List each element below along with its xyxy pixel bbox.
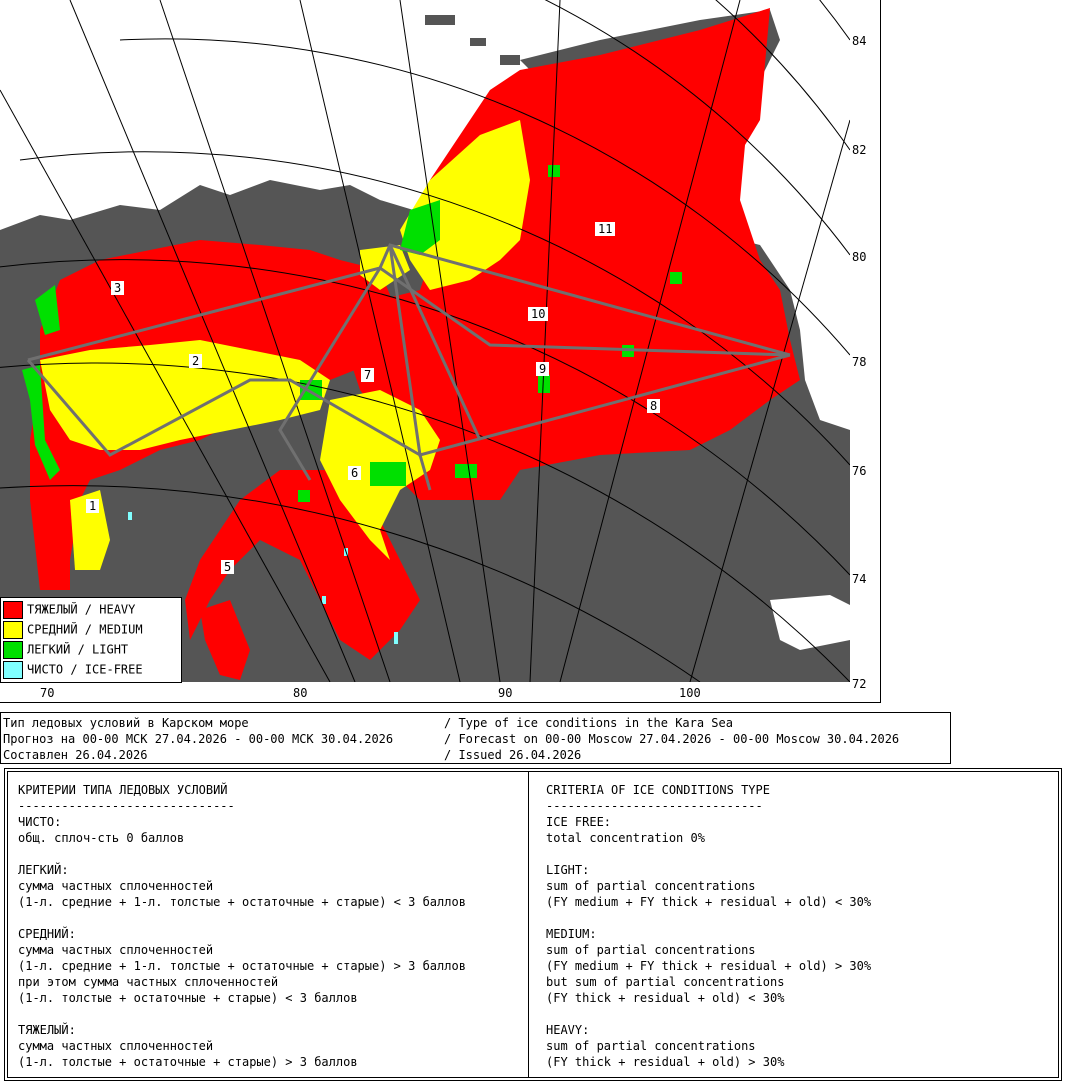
criteria-line: but sum of partial concentrations: [546, 975, 785, 989]
info-title-ru: Тип ледовых условий в Карском море: [3, 716, 249, 730]
info-forecast-ru: Прогноз на 00-00 МСК 27.04.2026 - 00-00 МСК 30.04.2026: [3, 732, 394, 746]
criteria-line: сумма частных сплоченностей: [18, 943, 214, 957]
light-ice-cell: [298, 490, 310, 502]
region-label-3: 3: [111, 281, 124, 295]
region-label-8: 8: [647, 399, 660, 413]
region-label-9: 9: [536, 362, 549, 376]
lat-label-76: 76: [852, 464, 867, 478]
info-title-en: / Type of ice conditions in the Kara Sea: [444, 716, 733, 730]
light-ice-cell: [548, 165, 560, 177]
region-label-2: 2: [189, 354, 202, 368]
criteria-line: HEAVY:: [546, 1023, 590, 1037]
criteria-line: CRITERIA OF ICE CONDITIONS TYPE: [546, 783, 770, 797]
criteria-line: (1-л. средние + 1-л. толстые + остаточные + старые) < 3 баллов: [18, 895, 466, 909]
map-legend: [0, 597, 182, 683]
legend-item-ice-free: [3, 660, 143, 678]
land-islet: [425, 15, 455, 25]
criteria-line: ICE FREE:: [546, 815, 612, 829]
criteria-divider: [528, 772, 529, 1077]
criteria-inner: [7, 771, 1059, 1078]
lat-label-78: 78: [852, 355, 867, 369]
criteria-line: (FY thick + residual + old) < 30%: [546, 991, 785, 1005]
legend-label-light: ЛЕГКИЙ / LIGHT: [27, 642, 129, 657]
land-islet: [470, 38, 486, 46]
criteria-line: СРЕДНИЙ:: [18, 927, 76, 941]
criteria-line: общ. сплоч-сть 0 баллов: [18, 831, 185, 845]
lat-label-72: 72: [852, 677, 867, 691]
light-ice-cell: [370, 462, 406, 486]
criteria-line: ЧИСТО:: [18, 815, 62, 829]
criteria-line: при этом сумма частных сплоченностей: [18, 975, 279, 989]
criteria-line: sum of partial concentrations: [546, 943, 756, 957]
legend-label-heavy: ТЯЖЕЛЫЙ / HEAVY: [27, 602, 136, 617]
light-ice-cell: [538, 375, 550, 393]
legend-item-medium: [3, 620, 143, 638]
criteria-line: sum of partial concentrations: [546, 879, 756, 893]
criteria-line: сумма частных сплоченностей: [18, 1039, 214, 1053]
lon-label-100: 100: [679, 686, 701, 700]
criteria-line: (1-л. средние + 1-л. толстые + остаточные + старые) > 3 баллов: [18, 959, 466, 973]
criteria-line: ------------------------------: [18, 799, 235, 813]
lat-label-80: 80: [852, 250, 867, 264]
land-islet: [500, 55, 520, 65]
legend-swatch-light: [3, 641, 23, 659]
info-issued-ru: Составлен 26.04.2026: [3, 748, 148, 762]
legend-item-heavy: [3, 600, 135, 618]
legend-label-medium: СРЕДНИЙ / MEDIUM: [27, 622, 143, 637]
criteria-line: ------------------------------: [546, 799, 763, 813]
criteria-line: total concentration 0%: [546, 831, 705, 845]
criteria-line: (FY thick + residual + old) > 30%: [546, 1055, 785, 1069]
criteria-panel: [4, 768, 1062, 1081]
legend-swatch-medium: [3, 621, 23, 639]
legend-label-ice-free: ЧИСТО / ICE-FREE: [27, 662, 143, 677]
region-label-7: 7: [361, 368, 374, 382]
legend-swatch-ice-free: [3, 661, 23, 679]
region-label-11: 11: [595, 222, 615, 236]
criteria-line: (FY medium + FY thick + residual + old) > 30%: [546, 959, 872, 973]
criteria-line: сумма частных сплоченностей: [18, 879, 214, 893]
lon-label-80: 80: [293, 686, 308, 700]
criteria-line: (1-л. толстые + остаточные + старые) > 3 баллов: [18, 1055, 358, 1069]
lon-label-90: 90: [498, 686, 513, 700]
region-label-6: 6: [348, 466, 361, 480]
region-label-1: 1: [86, 499, 99, 513]
criteria-line: ТЯЖЕЛЫЙ:: [18, 1023, 76, 1037]
lat-label-82: 82: [852, 143, 867, 157]
region-label-10: 10: [528, 307, 548, 321]
lat-label-74: 74: [852, 572, 867, 586]
legend-swatch-heavy: [3, 601, 23, 619]
light-ice-cell: [455, 464, 477, 478]
legend-item-light: [3, 640, 128, 658]
lon-label-70: 70: [40, 686, 55, 700]
criteria-line: ЛЕГКИЙ:: [18, 863, 69, 877]
criteria-line: MEDIUM:: [546, 927, 597, 941]
info-issued-en: / Issued 26.04.2026: [444, 748, 582, 762]
criteria-line: КРИТЕРИИ ТИПА ЛЕДОВЫХ УСЛОВИЙ: [18, 783, 228, 797]
info-forecast-en: / Forecast on 00-00 Moscow 27.04.2026 - 00-00 Moscow 30.04.2026: [444, 732, 900, 746]
forecast-info: [0, 712, 951, 764]
criteria-line: LIGHT:: [546, 863, 590, 877]
criteria-line: (1-л. толстые + остаточные + старые) < 3 баллов: [18, 991, 358, 1005]
region-label-5: 5: [221, 560, 234, 574]
criteria-line: (FY medium + FY thick + residual + old) < 30%: [546, 895, 872, 909]
light-ice-cell: [670, 272, 682, 284]
lat-label-84: 84: [852, 34, 867, 48]
criteria-line: sum of partial concentrations: [546, 1039, 756, 1053]
